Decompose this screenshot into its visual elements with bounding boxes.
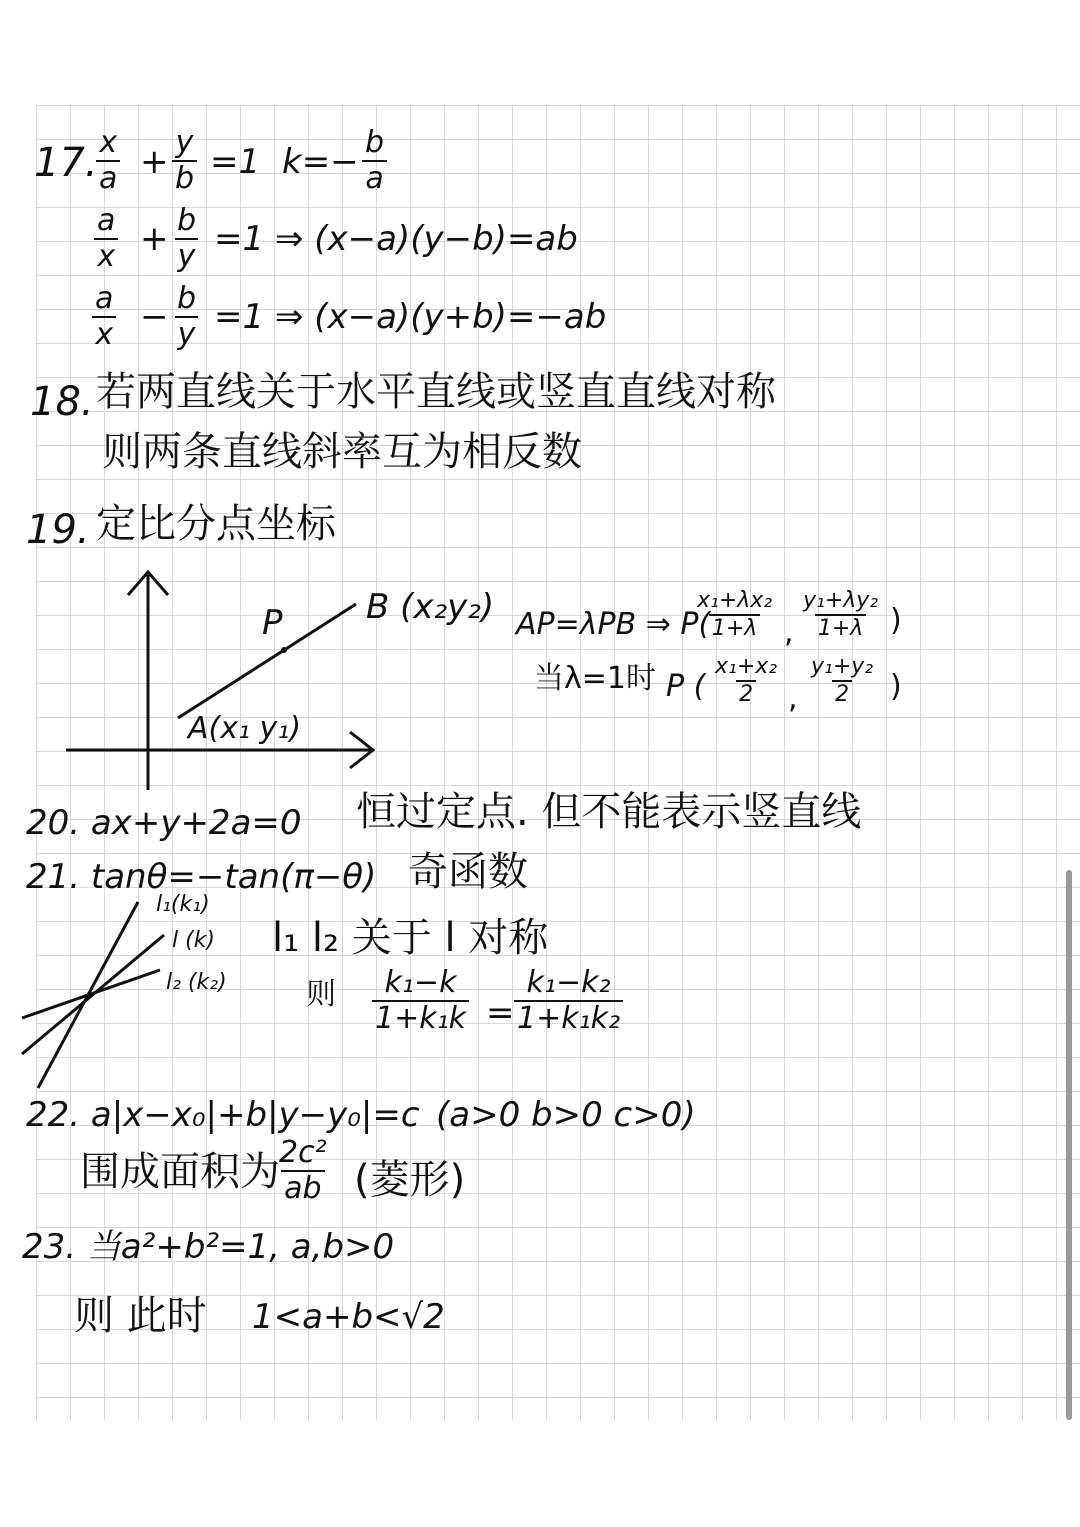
- operator: +: [140, 219, 169, 259]
- fraction-y-section: [800, 590, 881, 640]
- item-21-note: 奇函数: [408, 849, 528, 895]
- numerator: y₁+λy₂: [803, 588, 879, 613]
- denominator: 1+λ: [815, 614, 866, 640]
- fraction-k1-k2: [514, 965, 623, 1036]
- item-19-title: 定比分点坐标: [96, 501, 336, 547]
- midpoint-p: P (: [666, 669, 706, 704]
- item-23-line1: 23. 当a²+b²=1, a,b>0: [22, 1227, 395, 1267]
- numerator: x₁+λx₂: [697, 588, 773, 613]
- numerator: b: [365, 125, 385, 160]
- numerator: x₁+x₂: [715, 654, 778, 679]
- item-20-equation: 20. ax+y+2a=0: [26, 803, 302, 843]
- item-21-ze: 则: [306, 977, 336, 1012]
- close-paren: ): [890, 669, 902, 704]
- slope-k: k=−: [282, 142, 359, 182]
- equation-17-line2: =1 ⇒ (x−a)(y−b)=ab: [214, 219, 578, 259]
- denominator: 2: [832, 680, 852, 706]
- numerator: k₁−k: [384, 965, 457, 1000]
- comma: ,: [788, 681, 798, 716]
- numerator: b: [177, 281, 197, 316]
- item-22-shape: (菱形): [354, 1157, 466, 1203]
- numerator: 2c²: [279, 1135, 327, 1170]
- point-p-dot: [281, 647, 287, 653]
- section-formula-lhs: AP=λPB ⇒ P(: [516, 607, 711, 642]
- denominator: ab: [281, 1170, 324, 1204]
- fraction-k1-k: [372, 965, 469, 1036]
- equals-one: =1: [210, 142, 261, 182]
- denominator: y: [175, 238, 199, 272]
- comma: ,: [784, 615, 794, 650]
- fraction-2c2-over-ab: [276, 1135, 330, 1206]
- denominator: a: [96, 160, 120, 194]
- denominator: y: [175, 316, 199, 350]
- item-21-equation: 21. tanθ=−tan(π−θ): [26, 857, 377, 897]
- operator: −: [140, 297, 169, 337]
- point-b-label: B (x₂y₂): [366, 587, 495, 627]
- line-l2-label: l₂ (k₂): [166, 970, 227, 995]
- numerator: k₁−k₂: [526, 965, 611, 1000]
- equation-17-line3: =1 ⇒ (x−a)(y+b)=−ab: [214, 297, 607, 337]
- numerator: a: [97, 203, 116, 238]
- denominator: 2: [736, 680, 756, 706]
- numerator: b: [177, 203, 197, 238]
- fraction-y-midpoint: [808, 656, 876, 706]
- plus-sign: +: [140, 142, 169, 182]
- close-paren: ): [890, 603, 902, 638]
- item-20-note: 恒过定点. 但不能表示竖直线: [356, 789, 862, 835]
- denominator: b: [172, 160, 197, 194]
- numerator: y: [175, 125, 194, 160]
- denominator: x: [94, 238, 118, 272]
- line-l1-label: l₁(k₁): [156, 892, 210, 917]
- numerator: y₁+y₂: [811, 654, 874, 679]
- item-22-equation: 22. a|x−x₀|+b|y−y₀|=c: [26, 1095, 420, 1135]
- fraction-x-midpoint: [712, 656, 780, 706]
- denominator: 1+λ: [709, 614, 760, 640]
- denominator: 1+k₁k: [372, 1000, 469, 1034]
- line-l-label: l (k): [172, 928, 216, 953]
- fraction-x-section: [694, 590, 775, 640]
- point-p-label: P: [262, 603, 283, 643]
- line-l2: [22, 970, 160, 1018]
- numerator: x: [99, 125, 118, 160]
- denominator: x: [92, 316, 116, 350]
- denominator: a: [362, 160, 386, 194]
- point-a-label: A(x₁ y₁): [188, 711, 302, 746]
- item-21-symmetry: l₁ l₂ 关于 l 对称: [272, 915, 549, 961]
- item-22-condition: (a>0 b>0 c>0): [436, 1095, 696, 1135]
- item-19-label: 19.: [26, 507, 90, 553]
- item-18-line2: 则两条直线斜率互为相反数: [102, 429, 582, 475]
- denominator: 1+k₁k₂: [514, 1000, 623, 1034]
- item-18-label: 18.: [30, 379, 94, 425]
- numerator: a: [95, 281, 114, 316]
- item-17-label: 17.: [34, 140, 98, 186]
- item-22-area-label: 围成面积为: [80, 1149, 280, 1195]
- item-23-inequality: 1<a+b<√2: [252, 1297, 445, 1337]
- equals-sign: =: [486, 993, 515, 1033]
- when-lambda-one: 当λ=1时: [534, 661, 656, 696]
- item-23-ze: 则 此时: [74, 1293, 207, 1339]
- item-18-line1: 若两直线关于水平直线或竖直直线对称: [96, 369, 776, 415]
